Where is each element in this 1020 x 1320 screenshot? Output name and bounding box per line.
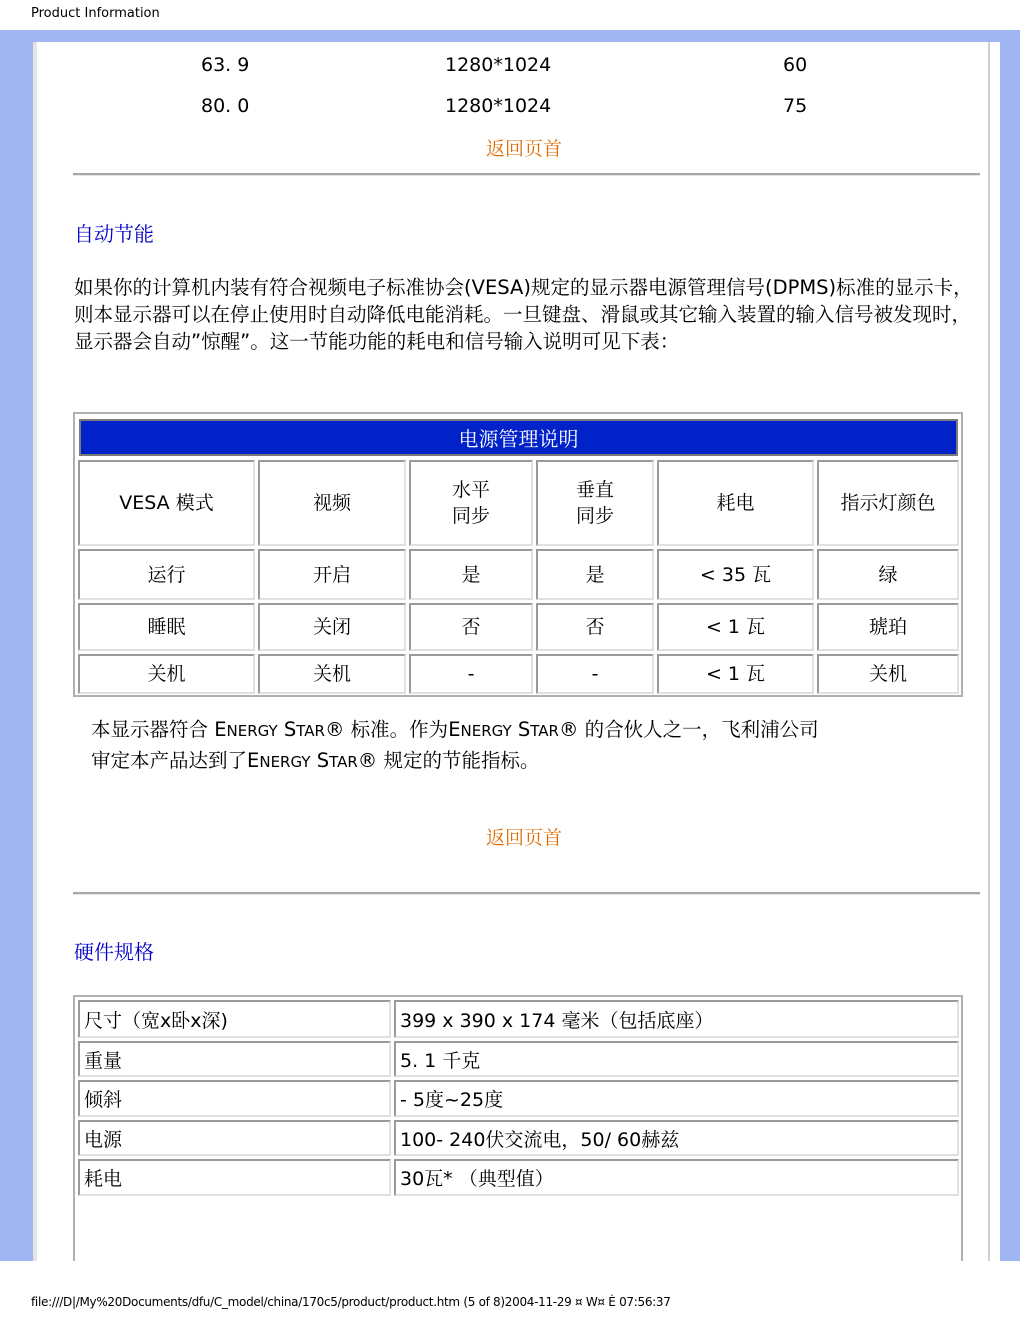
scrollbar[interactable]: [988, 42, 1000, 1261]
row-sleep-vsync: 否: [536, 603, 654, 651]
freq-v-2: 75: [783, 95, 808, 117]
row-off-power: < 1 瓦: [657, 654, 814, 694]
page-footer-url: file:///D|/My%20Documents/dfu/C_model/china/170c5/product/product.htm (5 of 8)2004-11-29 ¤ W¤ È 07:56:37: [31, 1295, 671, 1309]
row-sleep-video: 关闭: [258, 603, 406, 651]
power-heading: 自动节能: [74, 222, 154, 246]
freq-res-2: 1280*1024: [445, 95, 552, 117]
col-led: 指示灯颜色: [817, 460, 959, 546]
row-on-hsync: 是: [409, 549, 533, 600]
hw-value-weight: 5. 1 千克: [394, 1041, 959, 1077]
col-vesa-mode: VESA 模式: [78, 460, 255, 546]
col-video: 视频: [258, 460, 406, 546]
row-on-led: 绿: [817, 549, 959, 600]
row-on-power: < 35 瓦: [657, 549, 814, 600]
back-to-top-link[interactable]: 返回页首: [486, 138, 563, 160]
hw-label-dimensions: 尺寸（宽x卧x深): [78, 1000, 391, 1038]
page-header-title: Product Information: [31, 6, 160, 21]
hw-label-tilt: 倾斜: [78, 1080, 391, 1117]
power-table-title: 电源管理说明: [79, 419, 958, 456]
row-off-mode: 关机: [78, 654, 255, 694]
freq-h-2: 80. 0: [201, 95, 250, 117]
row-sleep-led: 琥珀: [817, 603, 959, 651]
row-on-mode: 运行: [78, 549, 255, 600]
power-paragraph: 如果你的计算机内装有符合视频电子标准协会(VESA)规定的显示器电源管理信号(DPMS)标准的显示卡，则本显示器可以在停止使用时自动降低电能消耗。一旦键盘、滑鼠或其它输入装置的输入信号被发现时，显示器会自动”惊醒”。这一节能功能的耗电和信号输入说明可见下表：: [74, 276, 973, 353]
row-sleep-mode: 睡眠: [78, 603, 255, 651]
hw-value-power-supply: 100- 240伏交流电，50/ 60赫兹: [394, 1120, 959, 1156]
energy-star-line-2: 审定本产品达到了ENERGY STAR® 规定的节能指标。: [91, 749, 540, 772]
col-v-sync: 垂直 同步: [536, 460, 654, 546]
hw-value-dimensions: 399 x 390 x 174 毫米（包括底座）: [394, 1000, 959, 1038]
row-off-video: 关机: [258, 654, 406, 694]
left-border: [33, 42, 37, 1261]
row-sleep-hsync: 否: [409, 603, 533, 651]
freq-h-1: 63. 9: [201, 54, 250, 76]
freq-v-1: 60: [783, 54, 808, 76]
row-off-hsync: -: [409, 654, 533, 694]
divider-2: [73, 892, 980, 895]
hw-value-tilt: - 5度~25度: [394, 1080, 959, 1117]
hw-label-weight: 重量: [78, 1041, 391, 1077]
col-power: 耗电: [657, 460, 814, 546]
row-off-led: 关机: [817, 654, 959, 694]
hw-value-consumption: 30瓦* （典型值）: [394, 1159, 959, 1196]
row-on-vsync: 是: [536, 549, 654, 600]
col-h-sync: 水平 同步: [409, 460, 533, 546]
freq-res-1: 1280*1024: [445, 54, 552, 76]
row-off-vsync: -: [536, 654, 654, 694]
energy-star-line-1: 本显示器符合 ENERGY STAR® 标准。作为ENERGY STAR® 的合伙人之一，飞利浦公司: [91, 718, 819, 741]
back-to-top-link-2[interactable]: 返回页首: [486, 827, 563, 849]
hw-label-consumption: 耗电: [78, 1159, 391, 1196]
hw-label-power-supply: 电源: [78, 1120, 391, 1156]
hardware-heading: 硬件规格: [74, 940, 154, 964]
row-sleep-power: < 1 瓦: [657, 603, 814, 651]
divider: [73, 173, 980, 176]
row-on-video: 开启: [258, 549, 406, 600]
